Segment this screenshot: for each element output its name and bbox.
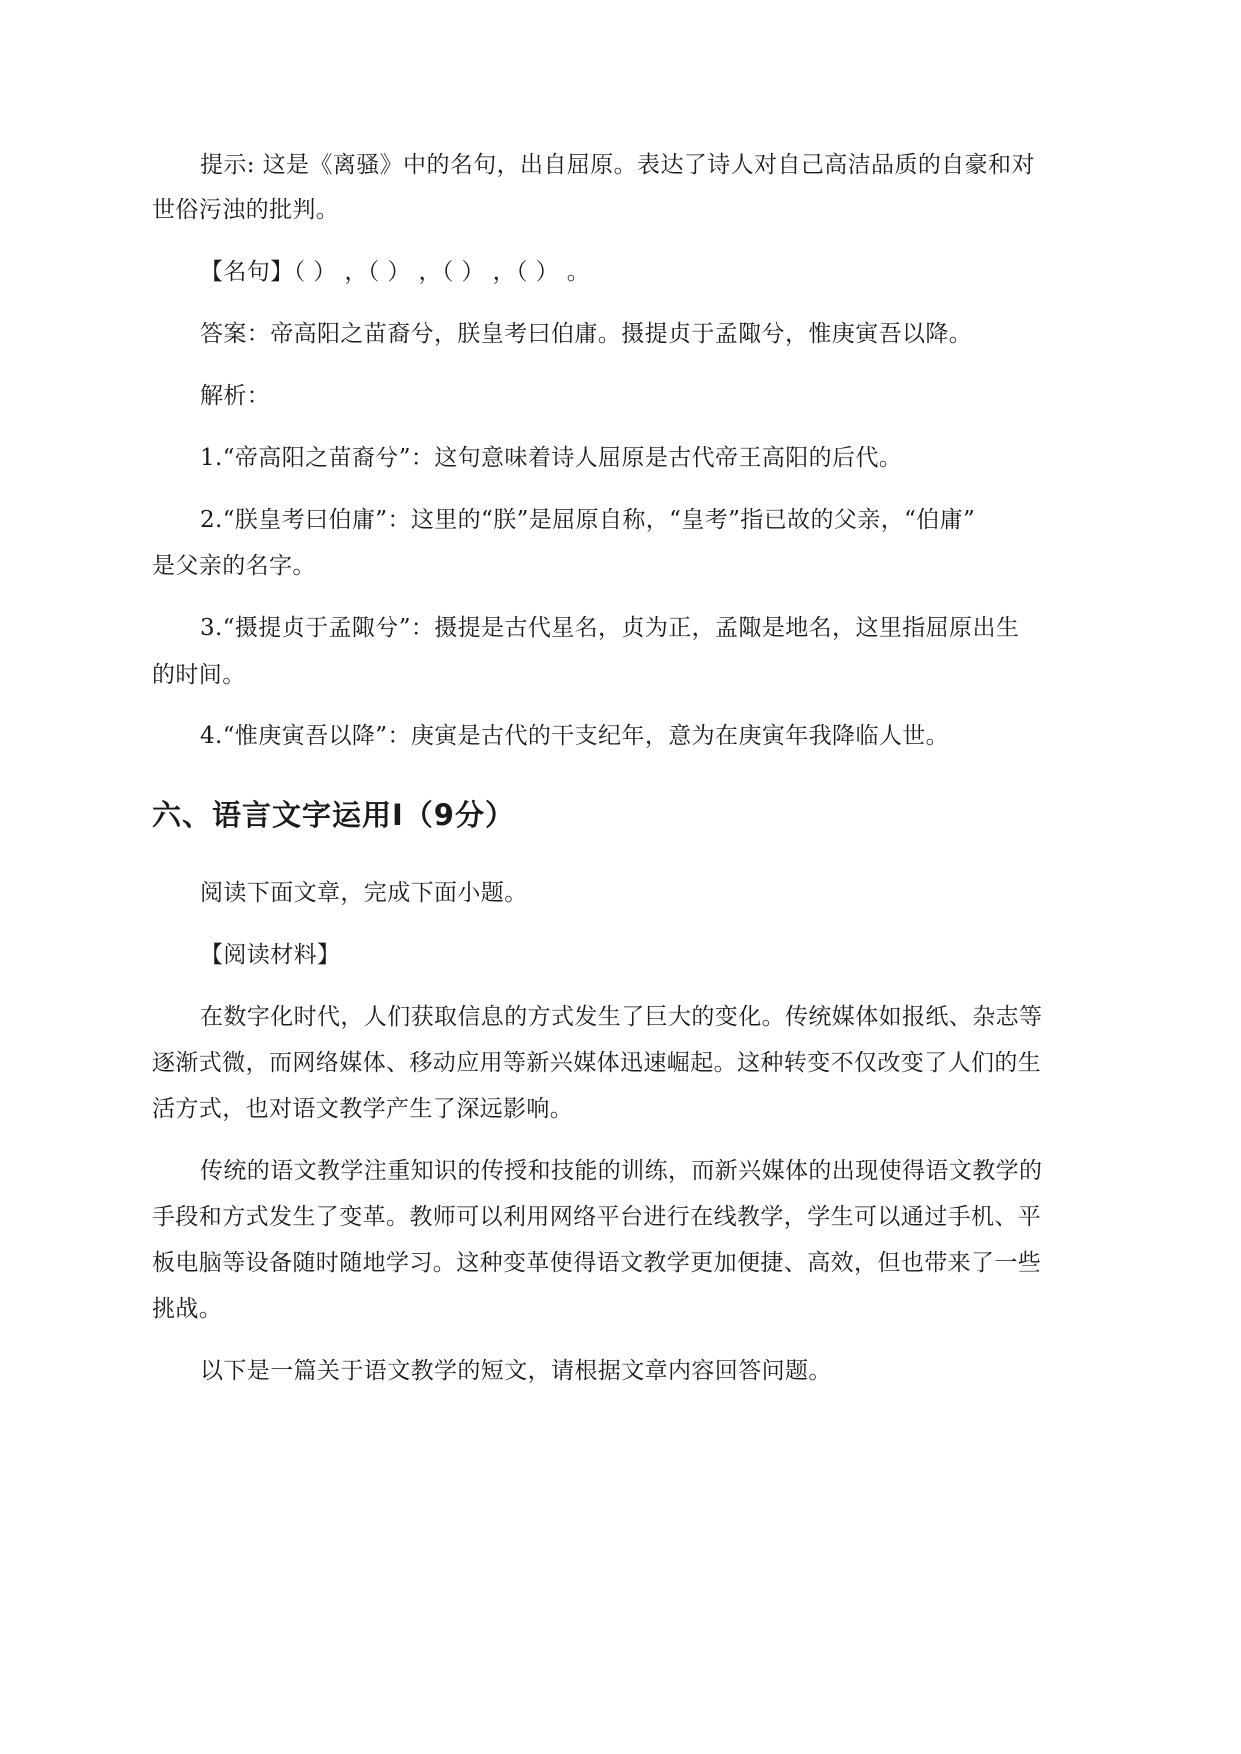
paragraph-2-line-3: 板电脑等设备随时随地学习。这种变革使得语文教学更加便捷、高效，但也带来了一些 (152, 1250, 1042, 1276)
section-heading: 六、语言文字运用Ⅰ（9分） (152, 798, 515, 832)
analysis-item-3-line-1: 3.“摄提贞于孟陬兮”：摄提是古代星名，贞为正，孟陬是地名，这里指屈原出生 (200, 615, 1020, 641)
analysis-item-3-line-2: 的时间。 (152, 662, 246, 688)
paragraph-2-line-4: 挑战。 (152, 1296, 223, 1322)
reading-instruction: 阅读下面文章，完成下面小题。 (200, 880, 528, 906)
famous-line-prompt: 【名句】（ ） ，（ ） ，（ ） ，（ ） 。 (200, 259, 591, 285)
material-label: 【阅读材料】 (200, 942, 341, 968)
hint-line-2: 世俗污浊的批判。 (152, 197, 340, 223)
analysis-item-4: 4.“惟庚寅吾以降”：庚寅是古代的干支纪年，意为在庚寅年我降临人世。 (200, 723, 950, 749)
paragraph-1-line-2: 逐渐式微，而网络媒体、移动应用等新兴媒体迅速崛起。这种转变不仅改变了人们的生 (152, 1050, 1042, 1076)
answer-text: 答案：帝高阳之苗裔兮，朕皇考曰伯庸。摄提贞于孟陬兮，惟庚寅吾以降。 (200, 321, 973, 347)
analysis-item-2-line-1: 2.“朕皇考曰伯庸”：这里的“朕”是屈原自称，“皇考”指已故的父亲，“伯庸” (200, 507, 976, 533)
analysis-item-1: 1.“帝高阳之苗裔兮”：这句意味着诗人屈原是古代帝王高阳的后代。 (200, 445, 903, 471)
hint-line-1: 提示: 这是《离骚》中的名句，出自屈原。表达了诗人对自己高洁品质的自豪和对 (200, 152, 1035, 178)
paragraph-1-line-3: 活方式，也对语文教学产生了深远影响。 (152, 1096, 574, 1122)
closing-instruction: 以下是一篇关于语文教学的短文，请根据文章内容回答问题。 (200, 1358, 832, 1384)
paragraph-2-line-2: 手段和方式发生了变革。教师可以利用网络平台进行在线教学，学生可以通过手机、平 (152, 1204, 1042, 1230)
paragraph-2-line-1: 传统的语文教学注重知识的传授和技能的训练，而新兴媒体的出现使得语文教学的 (200, 1158, 1043, 1184)
analysis-item-2-line-2: 是父亲的名字。 (152, 553, 316, 579)
paragraph-1-line-1: 在数字化时代，人们获取信息的方式发生了巨大的变化。传统媒体如报纸、杂志等 (200, 1004, 1043, 1030)
analysis-label: 解析： (200, 383, 271, 409)
